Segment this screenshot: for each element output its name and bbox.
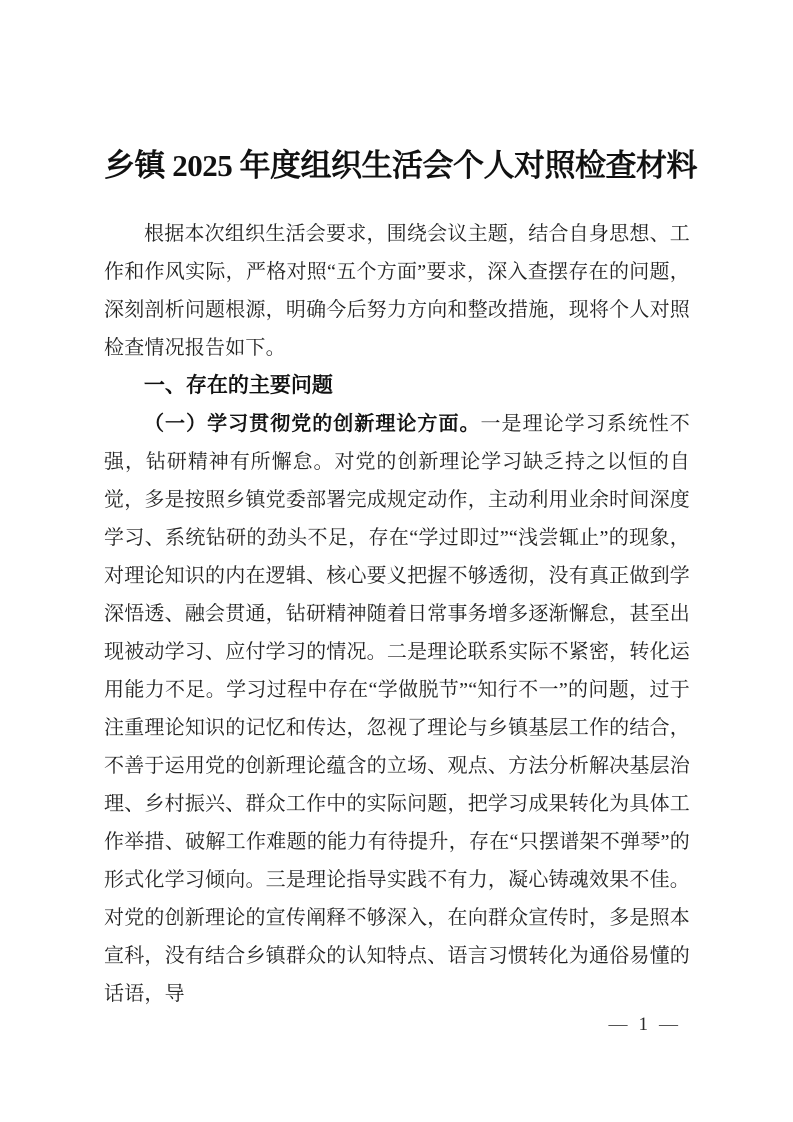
page-title: 乡镇 2025 年度组织生活会个人对照检查材料 xyxy=(104,148,697,183)
subsection-paragraph xyxy=(104,405,690,1013)
subsection-lead: （一）学习贯彻党的创新理论方面。 xyxy=(144,413,481,435)
page-number: 1 xyxy=(638,1014,649,1035)
footer-right-dash: — xyxy=(659,1014,679,1035)
subsection-body: 一是理论学习系统性不强，钻研精神有所懈怠。对党的创新理论学习缺乏持之以恒的自觉，多是按照乡镇党委部署完成规定动作，主动利用业余时间深度学习、系统钻研的劲头不足，存在“学过即过”“浅尝辄止”的现象，对理论知识的内在逻辑、核心要义把握不够透彻，没有真正做到学深悟透、融会贯通，钻研精神随着日常事务增多逐渐懈怠，甚至出现被动学习、应付学习的情况。二是理论联系实际不紧密，转化运用能力不足。学习过程中存在“学做脱节”“知行不一”的问题，过于注重理论知识的记忆和传达，忽视了理论与乡镇基层工作的结合，不善于运用党的创新理论蕴含的立场、观点、方法分析解决基层治理、乡村振兴、群众工作中的实际问题，把学习成果转化为具体工作举措、破解工作难题的能力有待提升，存在“只摆谱架不弹琴”的形式化学习倾向。三是理论指导实践不有力，凝心铸魂效果不佳。对党的创新理论的宣传阐释不够深入，在向群众宣传时，多是照本宣科，没有结合乡镇群众的认知特点、语言习惯转化为通俗易懂的话语，导 xyxy=(104,413,691,1005)
footer-left-dash: — xyxy=(608,1014,629,1035)
document-content xyxy=(104,148,697,1013)
page-footer xyxy=(599,1012,690,1038)
intro-paragraph: 根据本次组织生活会要求，围绕会议主题，结合自身思想、工作和作风实际，严格对照“五个方面”要求，深入查摆存在的问题，深刻剖析问题根源，明确今后努力方向和整改措施，现将个人对照检查情况报告如下。 xyxy=(104,223,690,359)
section-heading-problems: 一、存在的主要问题 xyxy=(143,374,333,397)
